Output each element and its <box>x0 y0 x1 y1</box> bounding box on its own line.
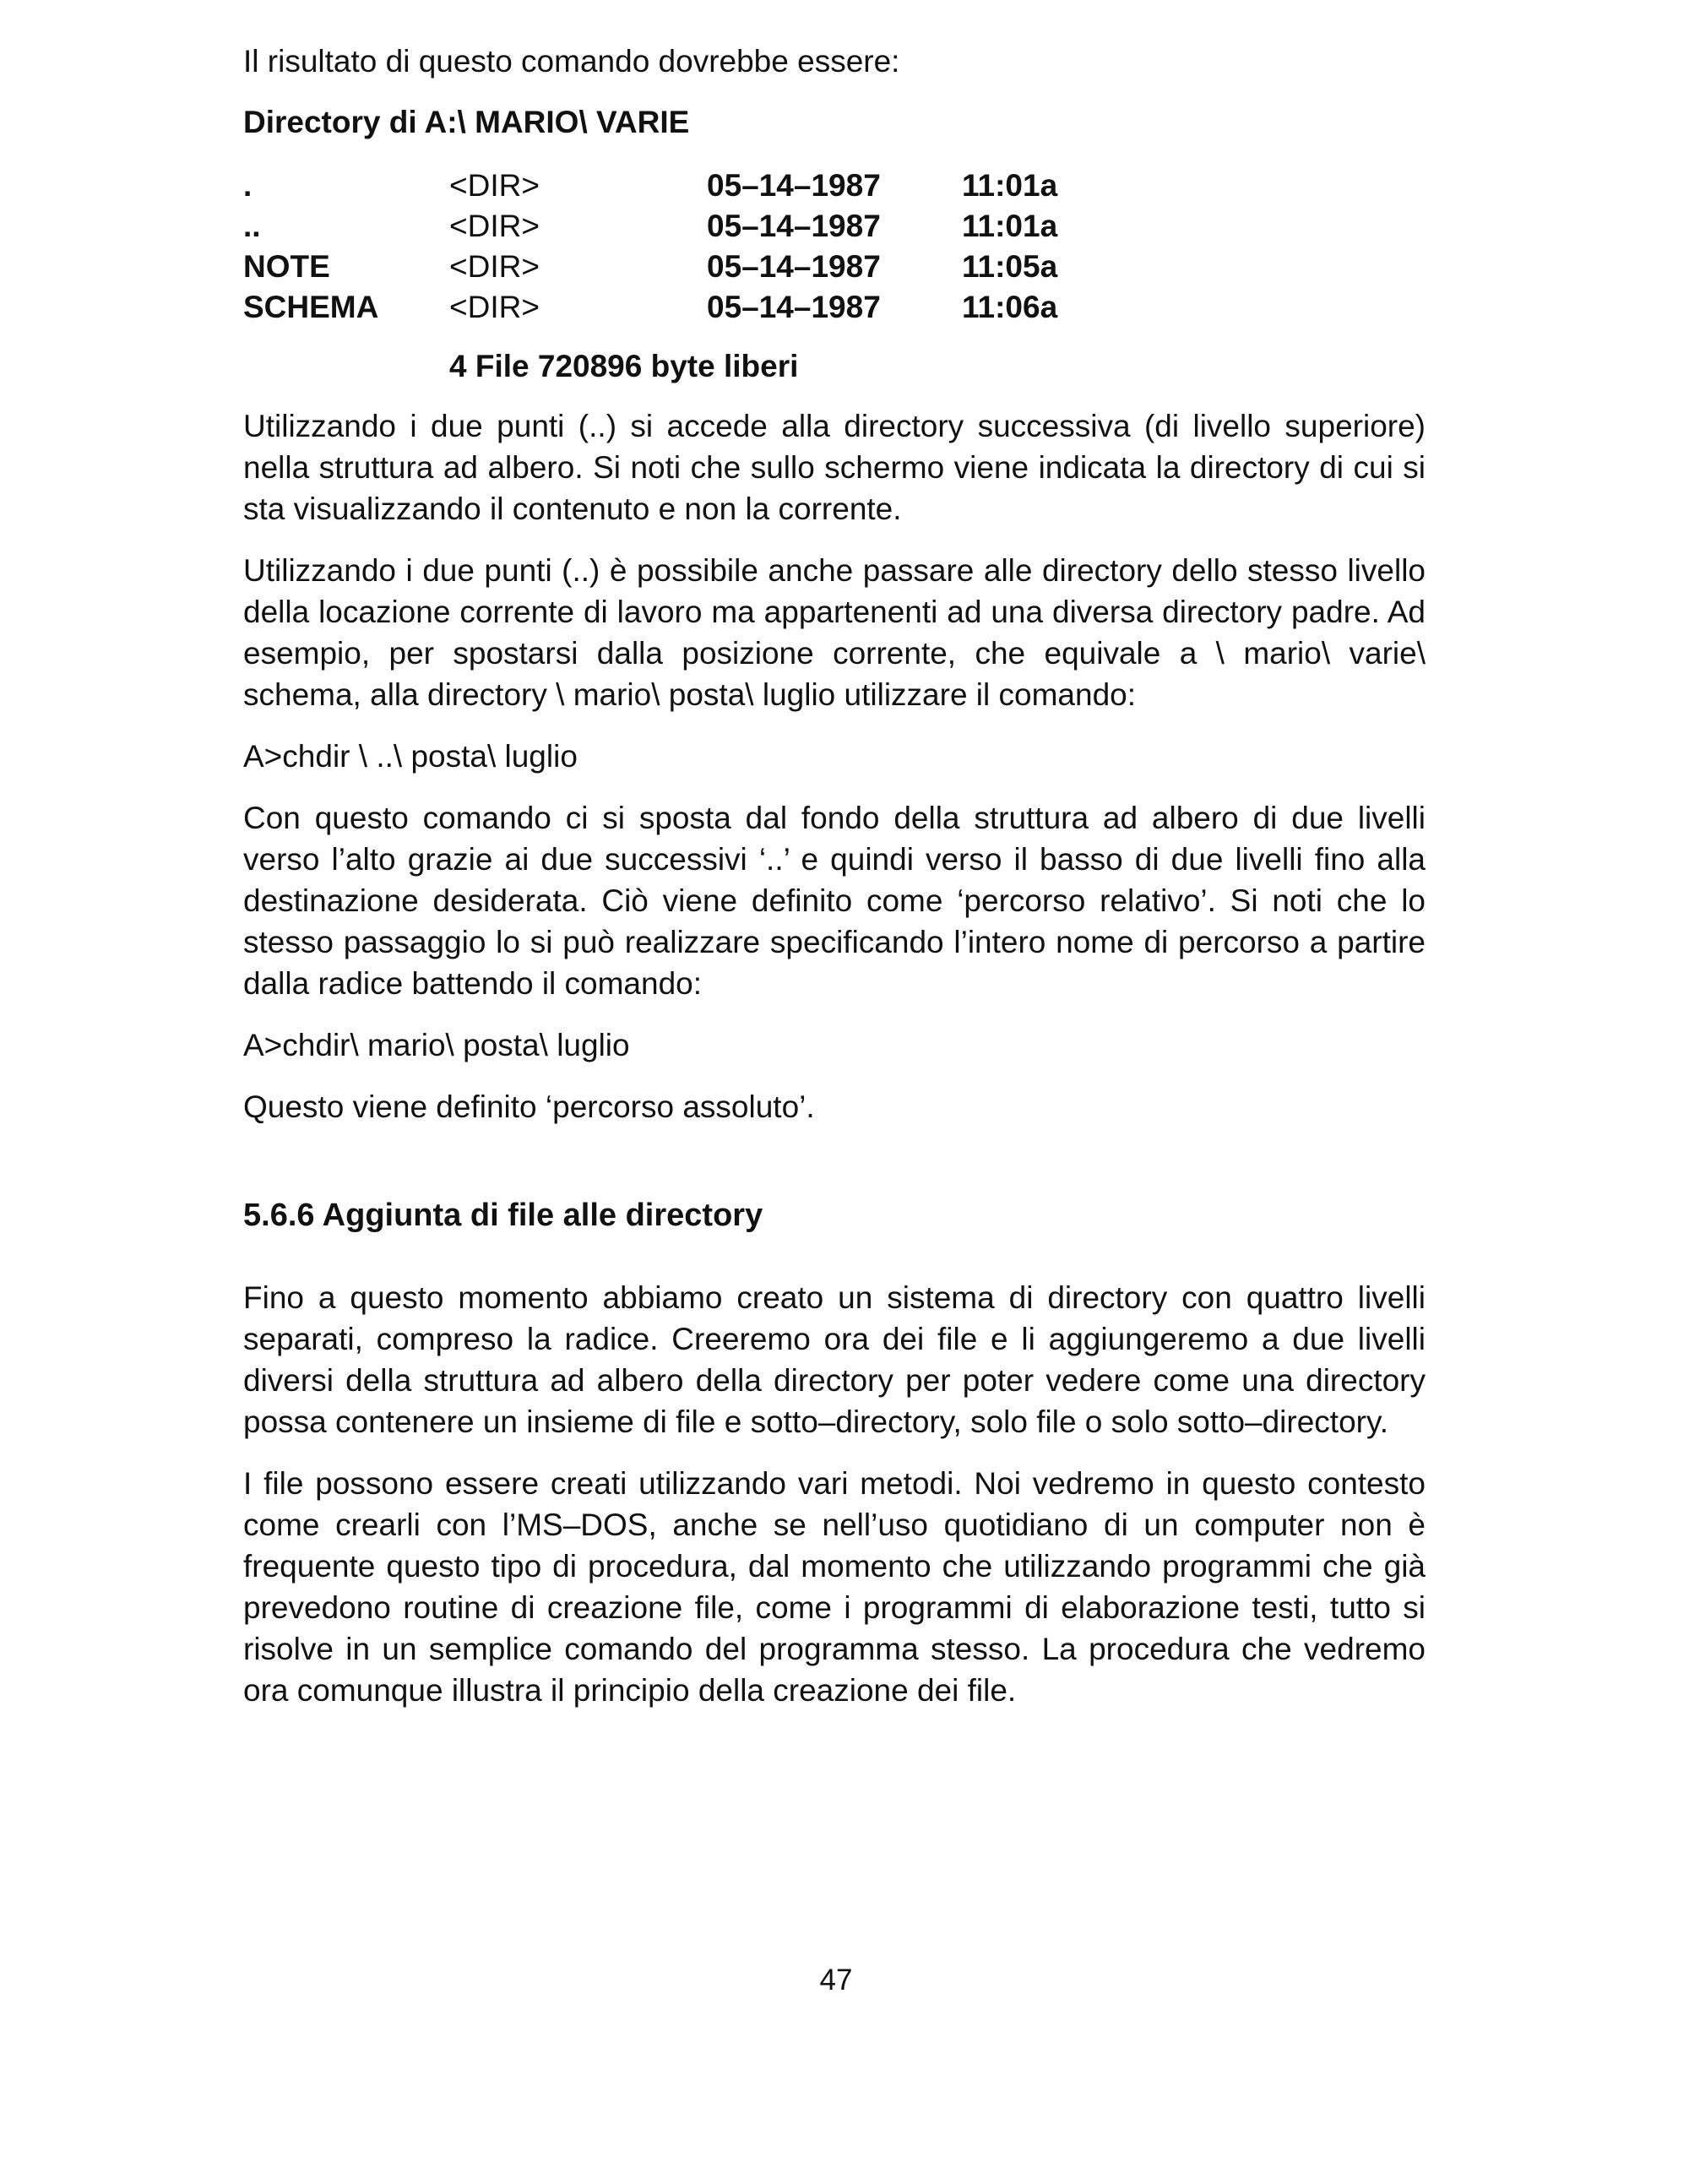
entry-name: .. <box>243 209 261 243</box>
entry-type: <DIR> <box>449 168 540 203</box>
listing-row <box>243 206 1131 247</box>
page-number: 47 <box>819 1964 853 1997</box>
paragraph: Utilizzando i due punti (..) è possibile anche passare alle directory dello stesso livello della locazione corrente di lavoro ma appartenenti ad una diversa directory padre. Ad esempio, per spostarsi dalla posizione corrente, che equivale a \ mario\ varie\ schema, alla directory \ mario\ posta\ luglio utilizzare il comando: <box>243 553 1426 712</box>
entry-type: <DIR> <box>449 290 540 324</box>
entry-type: <DIR> <box>449 209 540 243</box>
entry-date: 05–14–1987 <box>707 249 881 284</box>
command-example: A>chdir \ ..\ posta\ luglio <box>243 739 578 774</box>
entry-time: 11:06a <box>962 290 1058 324</box>
entry-name: SCHEMA <box>243 290 379 324</box>
paragraph: Utilizzando i due punti (..) si accede alla directory successiva (di livello superiore) nella struttura ad albero. Si noti che sullo schermo viene indicata la directory di cui si sta visualizzando il contenuto e non la corrente. <box>243 409 1426 526</box>
directory-listing <box>243 166 1131 328</box>
paragraph: Fino a questo momento abbiamo creato un sistema di directory con quattro livelli separati, compreso la radice. Creeremo ora dei file e li aggiungeremo a due livelli diversi della struttura ad albero della directory per poter vedere come una directory possa contenere un insieme di file e sotto–directory, solo file o solo sotto–directory. <box>243 1280 1426 1439</box>
listing-row <box>243 287 1131 328</box>
entry-type: <DIR> <box>449 249 540 284</box>
directory-title: Directory di A:\ MARIO\ VARIE <box>243 105 690 139</box>
entry-name: NOTE <box>243 249 330 284</box>
intro-text: Il risultato di questo comando dovrebbe essere: <box>243 44 900 79</box>
entry-name: . <box>243 168 253 203</box>
entry-time: 11:01a <box>962 209 1058 243</box>
paragraph: I file possono essere creati utilizzando vari metodi. Noi vedremo in questo contesto come crearli con l’MS–DOS, anche se nell’uso quotidiano di un computer non è frequente questo tipo di procedura, dal momento che utilizzando programmi che già prevedono routine di creazione file, come i programmi di elaborazione testi, tutto si risolve in un semplice comando del programma stesso. La procedura che vedremo ora comunque illustra il principio della creazione dei file. <box>243 1466 1426 1708</box>
listing-summary: 4 File 720896 byte liberi <box>449 349 799 383</box>
listing-row <box>243 166 1131 206</box>
listing-row <box>243 247 1131 287</box>
paragraph: Questo viene definito ‘percorso assoluto’. <box>243 1089 815 1124</box>
entry-date: 05–14–1987 <box>707 168 881 203</box>
entry-time: 11:01a <box>962 168 1058 203</box>
command-example: A>chdir\ mario\ posta\ luglio <box>243 1028 630 1062</box>
page-content <box>243 41 1426 1711</box>
entry-date: 05–14–1987 <box>707 290 881 324</box>
entry-time: 11:05a <box>962 249 1058 284</box>
entry-date: 05–14–1987 <box>707 209 881 243</box>
section-heading: 5.6.6 Aggiunta di file alle directory <box>243 1198 763 1233</box>
paragraph: Con questo comando ci si sposta dal fondo della struttura ad albero di due livelli verso l’alto grazie ai due successivi ‘..’ e quindi verso il basso di due livelli fino alla destinazione desiderata. Ciò viene definito come ‘percorso relativo’. Si noti che lo stesso passaggio lo si può realizzare specificando l’intero nome di percorso a partire dalla radice battendo il comando: <box>243 801 1426 1001</box>
